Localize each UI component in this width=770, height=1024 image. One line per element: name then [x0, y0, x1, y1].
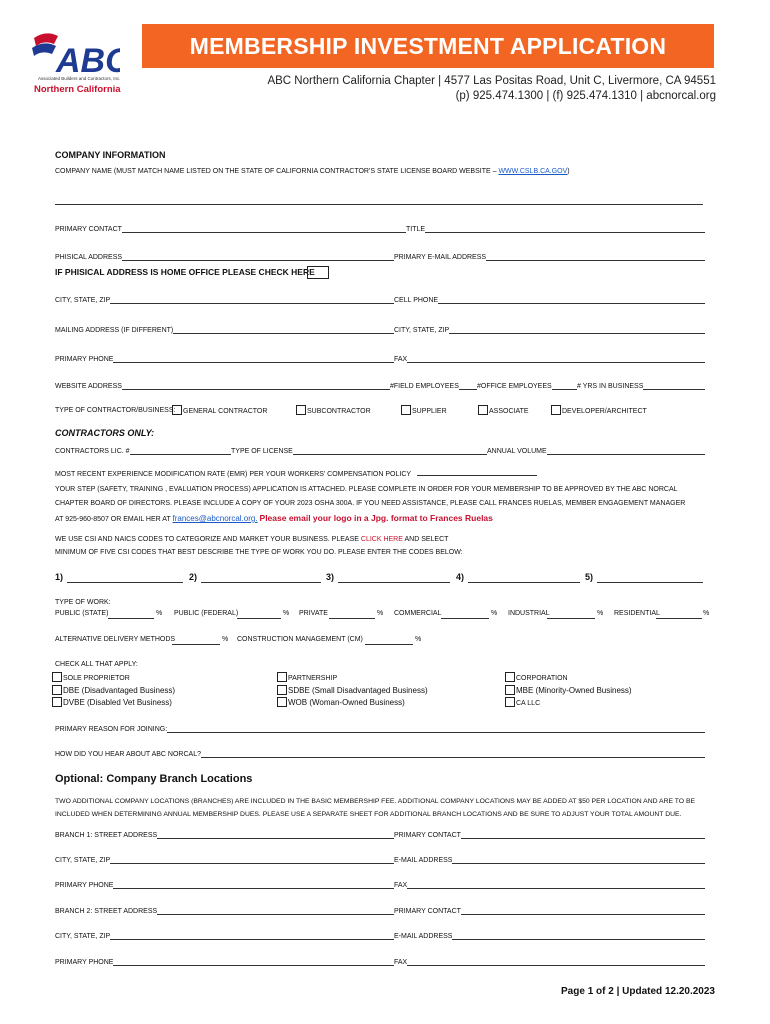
row-b2-phone [55, 958, 705, 970]
checkbox[interactable] [277, 697, 287, 707]
opt-sole[interactable] [52, 672, 175, 685]
logo-note: Please email your logo in a Jpg. format to Frances Ruelas [259, 513, 493, 523]
page-footer: Page 1 of 2 | Updated 12.20.2023 [561, 986, 715, 997]
cell-phone-label: CELL PHONE [394, 297, 439, 304]
csi-code-4-label: 4) [456, 572, 465, 582]
yrs-business-label: # YRS IN BUSINESS [577, 383, 644, 390]
opt-corporation[interactable] [505, 672, 632, 685]
work-private: PRIVATE [299, 610, 328, 617]
alt-delivery-field[interactable] [172, 644, 220, 645]
step-line-3-text: AT 925-960-8507 OR EMAIL HER AT [55, 516, 171, 523]
work-private-field[interactable] [329, 618, 375, 619]
row-b1-phone [55, 881, 705, 893]
title-label: TITLE [406, 226, 426, 233]
work-public-state-field[interactable] [108, 618, 154, 619]
work-industrial: INDUSTRIAL [508, 610, 550, 617]
page-title: MEMBERSHIP INVESTMENT APPLICATION [142, 24, 714, 68]
row-b2-street [55, 907, 705, 919]
type-supplier-label: SUPPLIER [412, 408, 447, 415]
fax-label: FAX [394, 356, 408, 363]
logo-region: Northern California [34, 84, 121, 95]
work-commercial-field[interactable] [441, 618, 489, 619]
pct: % [415, 636, 422, 643]
csi-code-1-field[interactable] [67, 582, 183, 583]
emr-label [55, 471, 537, 478]
csi-codes-row [55, 572, 705, 586]
csi-code-2-field[interactable] [201, 582, 321, 583]
office-employees-label: #OFFICE EMPLOYEES [477, 383, 552, 390]
check-col-1 [52, 672, 175, 709]
type-sub-label: SUBCONTRACTOR [307, 408, 371, 415]
opt-sole-label: SOLE PROPRIETOR [63, 675, 130, 682]
work-commercial: COMMERCIAL [394, 610, 442, 617]
checkbox[interactable] [505, 685, 515, 695]
emr-field[interactable] [417, 475, 537, 476]
b1-city-label: CITY, STATE, ZIP [55, 857, 111, 864]
primary-email-label: PRIMARY E-MAIL ADDRESS [394, 254, 487, 261]
step-line-3 [55, 513, 493, 523]
cm-field[interactable] [365, 644, 413, 645]
primary-contact-label: PRIMARY CONTACT [55, 226, 122, 233]
checkbox[interactable] [277, 685, 287, 695]
opt-wob[interactable] [277, 697, 428, 709]
opt-dvbe[interactable] [52, 697, 175, 709]
csi-code-3-field[interactable] [338, 582, 450, 583]
pct: % [597, 610, 604, 617]
checkbox[interactable] [52, 697, 62, 707]
opt-sdbe[interactable] [277, 685, 428, 697]
primary-phone-label: PRIMARY PHONE [55, 356, 114, 363]
checkbox[interactable] [551, 405, 561, 415]
opt-partnership-label: PARTNERSHIP [288, 675, 338, 682]
svg-text:ABC: AB [56, 42, 106, 80]
field-employees-label: #FIELD EMPLOYEES [390, 383, 459, 390]
work-residential-field[interactable] [656, 618, 702, 619]
opt-mbe[interactable] [505, 685, 632, 697]
row-heard [55, 750, 705, 762]
b1-phone-label: PRIMARY PHONE [55, 882, 114, 889]
csi-code-3-label: 3) [326, 572, 335, 582]
b1-contact-label: PRIMARY CONTACT [394, 832, 461, 839]
check-col-3 [505, 672, 632, 710]
frances-email-link[interactable]: frances@abcnorcal.org. [172, 514, 258, 523]
opt-sdbe-label: SDBE (Small Disadvantaged Business) [288, 686, 428, 695]
company-name-text: COMPANY NAME (MUST MATCH NAME LISTED ON THE STATE OF CALIFORNIA CONTRACTOR'S STATE LICENSE BOARD WEBSITE – [55, 168, 497, 175]
branches-desc-2: INCLUDED WHEN DETERMINING ANNUAL MEMBERSHIP DUES. PLEASE USE A SEPARATE SHEET FOR ADDITIONAL BRANCH LOCATIONS AND BE SURE TO ADJUST YOUR TOTAL AMOUNT DUE. [55, 811, 682, 818]
annual-volume-label: ANNUAL VOLUME [487, 448, 547, 455]
type-associate[interactable] [478, 405, 529, 415]
primary-contact-field[interactable] [55, 232, 705, 233]
pct: % [377, 610, 384, 617]
pct: % [283, 610, 290, 617]
row-physical-address [55, 253, 705, 265]
company-name-close: ) [567, 168, 570, 175]
click-here-link[interactable]: CLICK HERE [360, 536, 403, 543]
opt-llc-label: CA LLC [516, 700, 541, 707]
city-label: CITY, STATE, ZIP [55, 297, 111, 304]
pct: % [491, 610, 498, 617]
checkbox[interactable] [505, 672, 515, 682]
type-developer[interactable] [551, 405, 647, 415]
csi-line-1-text: WE USE CSI AND NAICS CODES TO CATEGORIZE AND MARKET YOUR BUSINESS. PLEASE [55, 536, 359, 543]
emr-text: MOST RECENT EXPERIENCE MODIFICATION RATE (EMR) PER YOUR WORKERS' COMPENSATION POLICY [55, 471, 411, 478]
csi-line-1-post: AND SELECT [404, 536, 449, 543]
work-residential: RESIDENTIAL [614, 610, 660, 617]
csi-code-5-label: 5) [585, 572, 594, 582]
checkbox[interactable] [52, 685, 62, 695]
row-reason [55, 725, 705, 737]
b1-fax-label: FAX [394, 882, 408, 889]
chapter-address [267, 74, 716, 104]
city-field[interactable] [55, 303, 705, 304]
csi-code-4-field[interactable] [468, 582, 580, 583]
type-of-work-row [55, 610, 710, 622]
row-b1-city [55, 856, 705, 868]
row-b1-street [55, 831, 705, 843]
checkbox[interactable] [401, 405, 411, 415]
heard-label: HOW DID YOU HEAR ABOUT ABC NORCAL? [55, 751, 201, 758]
check-col-2 [277, 672, 428, 709]
b1-email-label: E-MAIL ADDRESS [394, 857, 453, 864]
b2-city-field[interactable] [55, 939, 705, 940]
city-label-2: CITY, STATE, ZIP [394, 327, 450, 334]
type-general-label: GENERAL CONTRACTOR [183, 408, 268, 415]
opt-dbe-label: DBE (Disadvantaged Business) [63, 686, 176, 695]
type-associate-label: ASSOCIATE [489, 408, 529, 415]
checkbox[interactable] [172, 405, 182, 415]
csi-line-2: MINIMUM OF FIVE CSI CODES THAT BEST DESCRIBE THE TYPE OF WORK YOU DO. PLEASE ENTER THE CODES BELOW: [55, 549, 463, 556]
opt-dvbe-label: DVBE (Disabled Vet Business) [63, 698, 172, 707]
phone-field[interactable] [55, 362, 705, 363]
work-public-state: PUBLIC (STATE) [55, 610, 109, 617]
pct: % [156, 610, 163, 617]
b1-city-field[interactable] [55, 863, 705, 864]
b2-fax-label: FAX [394, 959, 408, 966]
opt-partnership[interactable] [277, 672, 428, 685]
work-public-federal-field[interactable] [237, 618, 281, 619]
contact-line: (p) 925.474.1300 | (f) 925.474.1310 | abcnorcal.org [455, 90, 716, 102]
branches-desc-1: TWO ADDITIONAL COMPANY LOCATIONS (BRANCHES) ARE INCLUDED IN THE BASIC MEMBERSHIP FEE. ADDITIONAL COMPANY LOCATIONS MAY BE ADDED AT $50 PER LOCATION AND ARE TO BE [55, 798, 696, 805]
reason-label: PRIMARY REASON FOR JOINING: [55, 726, 168, 733]
pct: % [703, 610, 710, 617]
row-city [55, 296, 705, 308]
row-phone [55, 355, 705, 367]
company-name-field[interactable] [55, 204, 703, 205]
checkbox[interactable] [52, 672, 62, 682]
checkbox[interactable] [296, 405, 306, 415]
check-all-title: CHECK ALL THAT APPLY: [55, 661, 138, 668]
row-website [55, 382, 705, 394]
step-line-2: CHAPTER BOARD OF DIRECTORS. PLEASE INCLUDE A COPY OF YOUR 2023 OSHA 300A. IF YOU NEED ASSISTANCE, PLEASE CALL FRANCES RUELAS, MEMBER ENGAGEMENT MANAGER [55, 500, 686, 507]
checkbox[interactable] [277, 672, 287, 682]
license-type-label: TYPE OF LICENSE [231, 448, 293, 455]
website-label: WEBSITE ADDRESS [55, 383, 122, 390]
contractor-type-label: TYPE OF CONTRACTOR/BUSINESS: [55, 407, 176, 414]
checkbox[interactable] [478, 405, 488, 415]
checkbox[interactable] [505, 697, 515, 707]
b1-phone-field[interactable] [55, 888, 705, 889]
alt-delivery-label: ALTERNATIVE DELIVERY METHODS [55, 636, 176, 643]
work-industrial-field[interactable] [547, 618, 595, 619]
contractors-only-title: CONTRACTORS ONLY: [55, 428, 155, 438]
b2-street-label: BRANCH 2: STREET ADDRESS [55, 908, 158, 915]
cslb-link[interactable]: WWW.CSLB.CA.GOV [498, 168, 568, 175]
physical-address-field[interactable] [55, 260, 705, 261]
type-general[interactable] [172, 405, 267, 415]
opt-mbe-label: MBE (Minority-Owned Business) [516, 686, 632, 695]
opt-dbe[interactable] [52, 685, 175, 697]
company-name-label [55, 168, 570, 175]
cm-label: CONSTRUCTION MANAGEMENT (CM) [237, 636, 363, 643]
home-office-checkbox[interactable] [307, 266, 329, 279]
b2-phone-label: PRIMARY PHONE [55, 959, 114, 966]
mailing-label: MAILING ADDRESS (IF DIFFERENT) [55, 327, 174, 334]
opt-corporation-label: CORPORATION [516, 675, 568, 682]
row-b2-city [55, 932, 705, 944]
type-sub[interactable] [296, 405, 371, 415]
csi-code-2-label: 2) [189, 572, 198, 582]
csi-code-1-label: 1) [55, 572, 64, 582]
work-public-federal: PUBLIC (FEDERAL) [174, 610, 239, 617]
csi-code-5-field[interactable] [597, 582, 703, 583]
b2-city-label: CITY, STATE, ZIP [55, 933, 111, 940]
opt-wob-label: WOB (Woman-Owned Business) [288, 698, 405, 707]
contractor-details [55, 443, 705, 523]
physical-address-label: PHISICAL ADDRESS [55, 254, 123, 261]
type-supplier[interactable] [401, 405, 447, 415]
type-of-work-title: TYPE OF WORK: [55, 599, 111, 606]
row-primary-contact [55, 225, 705, 237]
branches-title: Optional: Company Branch Locations [55, 773, 253, 785]
b2-contact-label: PRIMARY CONTACT [394, 908, 461, 915]
csi-line-1 [55, 536, 448, 543]
delivery-row [55, 636, 455, 648]
pct: % [222, 636, 229, 643]
b2-email-label: E-MAIL ADDRESS [394, 933, 453, 940]
address-line: ABC Northern California Chapter | 4577 Las Positas Road, Unit C, Livermore, CA 94551 [267, 75, 716, 87]
section-company-info: COMPANY INFORMATION [55, 150, 166, 160]
b2-phone-field[interactable] [55, 965, 705, 966]
step-line-1: YOUR STEP (SAFETY, TRAINING , EVALUATION PROCESS) APPLICATION IS ATTACHED. PLEASE COMPLETE IN ORDER FOR YOUR MEMBERSHIP TO BE APPROVED BY THE ABC NORCAL [55, 486, 678, 493]
home-office-note: IF PHISICAL ADDRESS IS HOME OFFICE PLEASE CHECK HERE [55, 267, 315, 277]
row-mailing [55, 326, 705, 338]
logo-tagline: Associated Builders and Contractors, Inc. [38, 76, 121, 81]
license-label: CONTRACTORS LIC. # [55, 448, 130, 455]
opt-llc[interactable] [505, 697, 632, 710]
b1-street-label: BRANCH 1: STREET ADDRESS [55, 832, 158, 839]
type-developer-label: DEVELOPER/ARCHITECT [562, 408, 647, 415]
